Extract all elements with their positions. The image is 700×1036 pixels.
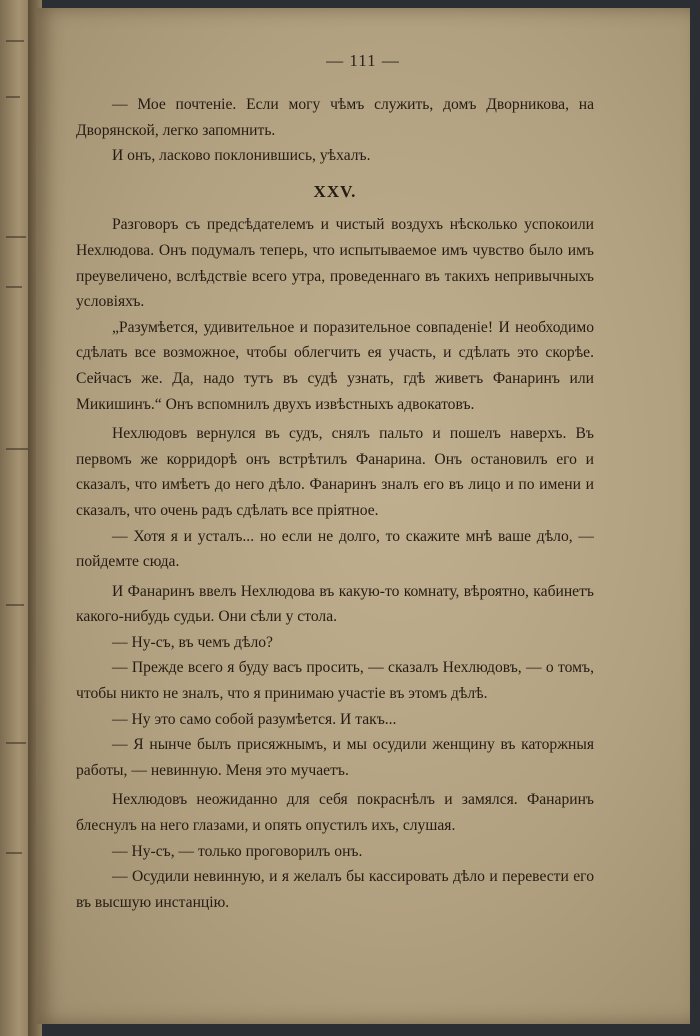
paragraph: — Мое почтеніе. Если могу чѣмъ служить, домъ Дворникова, на Дворянской, легко запомнить. (76, 96, 594, 139)
paragraph: Нехлюдовъ вернулся въ судъ, снялъ пальто и пошелъ наверхъ. Въ первомъ же корридорѣ онъ встрѣтилъ Фанарина. Онъ остановилъ его и сказалъ, что имѣетъ до него дѣло. Фанаринъ зналъ его въ лицо и по имени и сказалъ, что очень радъ сдѣлать все пріятное. (76, 425, 594, 519)
paragraph: „Разумѣется, удивительное и поразительное совпаденіе! И необходимо сдѣлать все возможное, чтобы облегчить ея участь, и сдѣлать это скорѣе. Сейчасъ же. Да, надо тутъ въ судѣ узнать, гдѣ живетъ Фанаринъ или Микишинъ.“ Онъ вспомнилъ двухъ извѣстныхъ адвокатовъ. (76, 318, 594, 413)
book-page (36, 8, 690, 1024)
page-text (76, 92, 594, 915)
edge-text-fragment (6, 96, 20, 98)
edge-text-fragment (6, 286, 22, 288)
edge-text-fragment (6, 40, 24, 42)
paragraph: И Фанаринъ ввелъ Нехлюдова въ какую-то комнату, вѣроятно, кабинетъ какого-нибудь судьи. Они сѣли у стола. (76, 582, 594, 626)
edge-text-fragment (6, 236, 26, 238)
paragraph: — Ну-съ, въ чемъ дѣло? (112, 633, 273, 651)
edge-text-fragment (6, 852, 22, 854)
paragraph: — Ну-съ, — только проговорилъ онъ. (112, 842, 363, 860)
paragraph: — Осудили невинную, и я желалъ бы кассировать дѣло и перевести его въ высшую инстанцію. (76, 868, 594, 911)
edge-text-fragment (6, 448, 28, 450)
edge-text-fragment (6, 604, 24, 606)
paragraph: — Прежде всего я буду васъ просить, — сказалъ Нехлюдовъ, — о томъ, чтобы никто не зналъ, что я принимаю участіе въ этомъ дѣлѣ. (76, 659, 594, 703)
paragraph: Нехлюдовъ неожиданно для себя покраснѣлъ и замялся. Фанаринъ блеснулъ на него глазами, и опять опустилъ ихъ, слушая. (76, 791, 594, 835)
paragraph: И онъ, ласково поклонившись, уѣхалъ. (112, 147, 371, 165)
chapter-heading: XXV. (313, 181, 357, 201)
paragraph: — Ну это само собой разумѣется. И такъ... (112, 710, 397, 728)
paragraph: — Хотя я и усталъ... но если не долго, то скажите мнѣ ваше дѣло, — пойдемте сюда. (76, 527, 594, 571)
paragraph: — Я нынче былъ присяжнымъ, и мы осудили женщину въ каторжныя работы, — невинную. Меня это мучаетъ. (76, 736, 594, 779)
paragraph: Разговоръ съ предсѣдателемъ и чистый воздухъ нѣсколько успокоили Нехлюдова. Онъ подумалъ теперь, что испытываемое имъ чувство было имъ преувеличено, вслѣдствіе всего утра, проведеннаго въ такихъ непривычныхъ условіяхъ. (76, 216, 594, 311)
page-number: — 111 — (326, 51, 400, 70)
edge-text-fragment (6, 742, 26, 744)
